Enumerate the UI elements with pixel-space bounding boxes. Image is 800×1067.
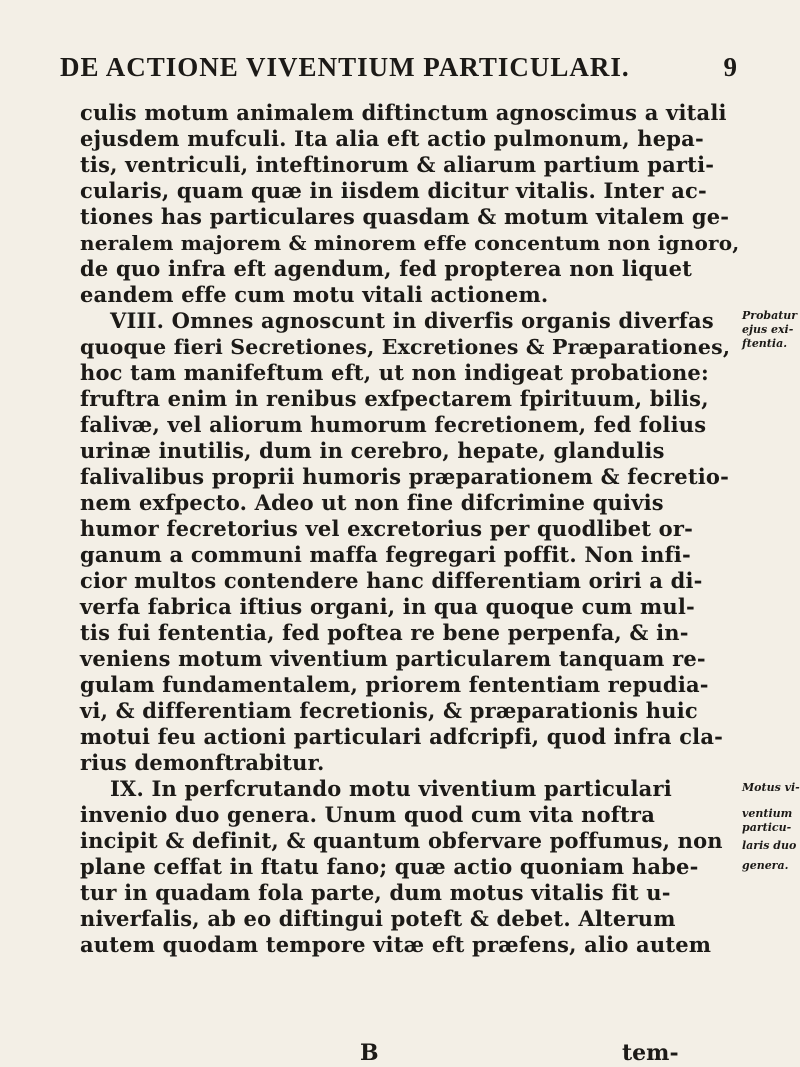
text-line: ejusdem mufculi. Ita alia eft actio pulmonum, hepa-	[80, 126, 704, 151]
signature-mark: B	[360, 1040, 379, 1066]
running-title: DE ACTIONE VIVENTIUM PARTICULARI.	[60, 52, 630, 82]
text-line: tiones has particulares quasdam & motum vitalem ge-	[80, 204, 730, 229]
margin-line: particu-	[742, 821, 792, 834]
margin-line: laris duo	[742, 839, 797, 852]
text-line: plane ceffat in ftatu fano; quæ actio quoniam habe-	[80, 854, 699, 879]
text-line: gulam fundamentalem, priorem fententiam repudia-	[80, 672, 709, 697]
text-line: incipit & definit, & quantum obfervare poffumus, non	[80, 828, 723, 853]
text-line: urinæ inutilis, dum in cerebro, hepate, glandulis	[80, 438, 665, 463]
text-line: verfa fabrica iftius organi, in qua quoque cum mul-	[80, 594, 695, 619]
text-line: falivalibus proprii humoris præparationem & fecretio-	[80, 464, 730, 489]
text-line: tis fui fententia, fed poftea re bene perpenfa, & in-	[80, 620, 689, 645]
text-line: veniens motum viventium particularem tanquam re-	[80, 646, 706, 671]
text-line: fruftra enim in renibus exfpectarem fpirituum, bilis,	[80, 386, 709, 411]
section-start-line: IX. In perfcrutando motu viventium particulari	[110, 776, 672, 801]
text-line: niverfalis, ab eo diftingui poteft & debet. Alterum	[80, 906, 676, 931]
text-line: falivæ, vel aliorum humorum fecretionem, fed folius	[80, 412, 707, 437]
text-line: motui feu actioni particulari adfcripfi, quod infra cla-	[80, 724, 724, 749]
text-line: vi, & differentiam fecretionis, & præparationis huic	[80, 698, 698, 723]
text-line: quoque fieri Secretiones, Excretiones & Præparationes,	[80, 335, 731, 359]
text-line: tur in quadam fola parte, dum motus vitalis fit u-	[80, 880, 671, 905]
text-line: eandem effe cum motu vitali actionem.	[80, 282, 549, 307]
margin-line: ejus exi-	[742, 323, 794, 336]
text-line: cularis, quam quæ in iisdem dicitur vitalis. Inter ac-	[80, 178, 707, 203]
running-header	[60, 52, 750, 83]
text-line: de quo infra eft agendum, fed propterea non liquet	[80, 256, 693, 281]
catchword: tem-	[622, 1040, 679, 1066]
text-line: rius demonftrabitur.	[80, 750, 325, 775]
margin-line: ftentia.	[742, 337, 788, 350]
margin-line: genera.	[742, 859, 789, 872]
margin-line: Probatur	[742, 309, 798, 322]
margin-line: ventium	[742, 807, 793, 820]
text-line: ganum a communi maffa fegregari poffit. Non infi-	[80, 542, 691, 567]
text-line: invenio duo genera. Unum quod cum vita noftra	[80, 802, 656, 827]
text-line: culis motum animalem diftinctum agnoscimus a vitali	[80, 100, 727, 125]
text-line: autem quodam tempore vitæ eft præfens, alio autem	[80, 932, 712, 957]
margin-line: Motus vi-	[742, 781, 800, 794]
text-line: tis, ventriculi, inteftinorum & aliarum partium parti-	[80, 152, 715, 177]
page-number: 9	[723, 52, 738, 82]
text-line: hoc tam manifeftum eft, ut non indigeat probatione:	[80, 360, 709, 385]
section-start-line: VIII. Omnes agnoscunt in diverfis organis diverfas	[110, 308, 714, 333]
text-line: cior multos contendere hanc differentiam oriri a di-	[80, 568, 703, 593]
text-line: neralem majorem & minorem effe concentum non ignoro,	[80, 231, 740, 255]
text-line: nem exfpecto. Adeo ut non fine difcrimine quivis	[80, 490, 664, 515]
text-line: humor fecretorius vel excretorius per quodlibet or-	[80, 516, 694, 541]
